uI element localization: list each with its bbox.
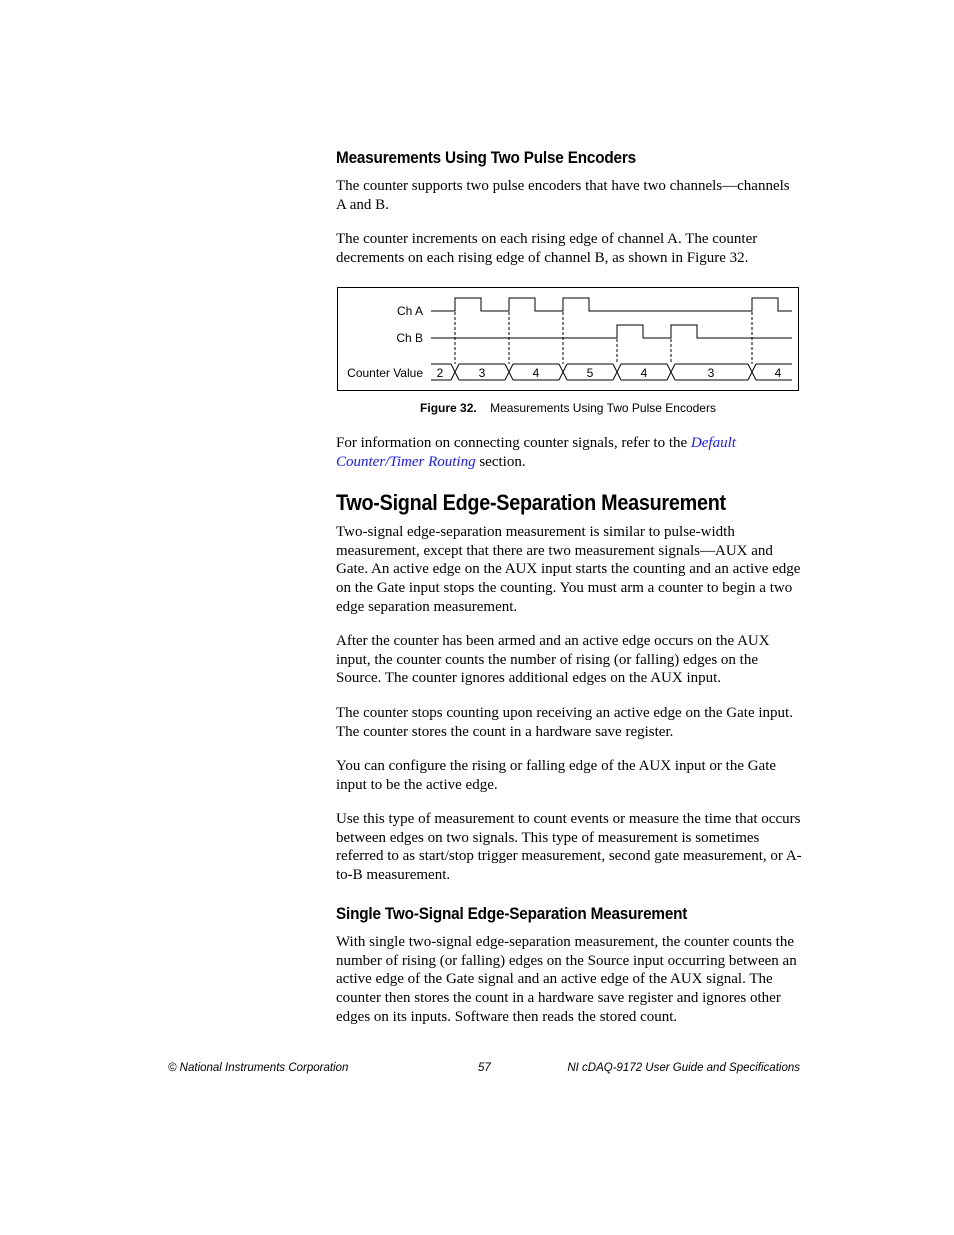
counter-value: 5 xyxy=(586,366,594,380)
counter-value: 3 xyxy=(707,366,715,380)
section-heading: Single Two-Signal Edge-Separation Measurement xyxy=(336,904,688,923)
counter-value: 2 xyxy=(436,366,444,380)
section-measurements-two-pulse-encoders xyxy=(336,148,802,168)
link-text-1: Default xyxy=(690,435,736,451)
section-heading: Measurements Using Two Pulse Encoders xyxy=(336,148,636,167)
paragraph: You can configure the rising or falling edge of the AUX input or the Gate input to be the active edge. xyxy=(336,758,777,793)
figure-caption xyxy=(337,401,799,415)
counter-value: 3 xyxy=(478,366,486,380)
footer-doc-title: NI cDAQ-9172 User Guide and Specifications xyxy=(567,1062,800,1074)
footer-page-number: 57 xyxy=(478,1062,491,1074)
timing-diagram xyxy=(337,287,799,391)
ch-b-label: Ch B xyxy=(396,331,423,345)
figure-caption-label: Figure 32. xyxy=(420,401,477,415)
ch-a-label: Ch A xyxy=(396,304,423,318)
counter-value: 4 xyxy=(532,366,540,380)
counter-value: 4 xyxy=(774,366,782,380)
link-text-2: Counter/Timer Routing xyxy=(336,453,476,470)
ch-a-waveform xyxy=(431,298,792,311)
paragraph: With single two-signal edge-separation measurement, the counter counts the number of rising (or falling) edges on the Source input occurring between an active edge of the Gate signal and an active edge of the AUX signal. The counter then stores the count in a hardware save register and ignores other edges on its inputs. Software then reads the stored count. xyxy=(336,934,797,1025)
timing-diagram-svg xyxy=(338,288,800,392)
paragraph: The counter increments on each rising edge of channel A. The counter decrements on each rising edge of channel B, as shown in Figure 32. xyxy=(336,231,758,266)
paragraph: Two-signal edge-separation measurement is similar to pulse-width measurement, except that there are two measurement signals—AUX and Gate. An active edge on the AUX input starts the counting and an active edge on the Gate input stops the counting. You must arm a counter to begin a two edge separation measurement. xyxy=(336,524,801,615)
counter-value: 4 xyxy=(640,366,648,380)
footer-copyright: © National Instruments Corporation xyxy=(168,1062,349,1074)
paragraph: After the counter has been armed and an active edge occurs on the AUX input, the counter counts the number of rising (or falling) edges on the Source. The counter ignores additional edges on the AUX input. xyxy=(336,633,770,687)
figure-caption-text: Measurements Using Two Pulse Encoders xyxy=(490,401,716,415)
paragraph: The counter stops counting upon receiving an active edge on the Gate input. The counter stores the count in a hardware save register. xyxy=(336,705,793,740)
info-suffix: section. xyxy=(475,453,526,470)
section-heading: Two-Signal Edge-Separation Measurement xyxy=(336,490,726,515)
info-prefix: For information on connecting counter signals, refer to the xyxy=(336,435,691,451)
counter-value-label: Counter Value xyxy=(347,366,423,380)
paragraph: Use this type of measurement to count events or measure the time that occurs between edges on two signals. This type of measurement is sometimes referred to as start/stop trigger measurement, second gate measurement, or A-to-B measurement. xyxy=(336,811,802,884)
ch-b-waveform xyxy=(431,325,792,338)
paragraph: The counter supports two pulse encoders that have two channels—channels A and B. xyxy=(336,178,790,213)
info-paragraph xyxy=(336,434,802,471)
